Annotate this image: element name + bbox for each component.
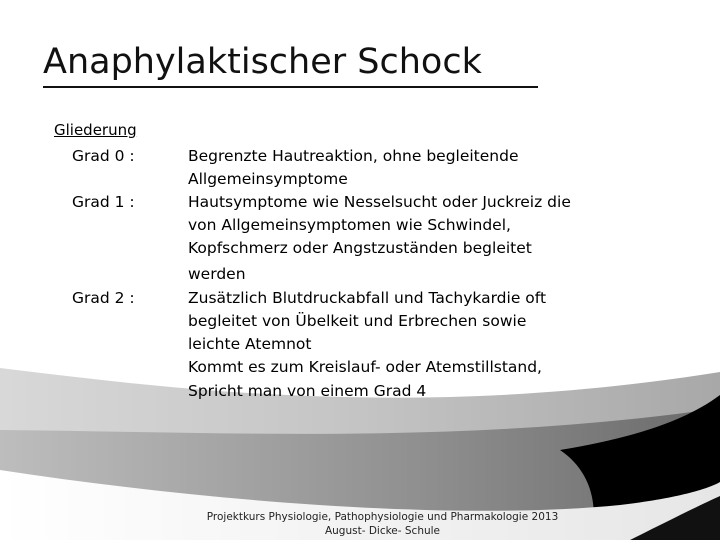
grade-0-line-2: Allgemeinsymptome (188, 170, 348, 188)
grade-1-line-2: von Allgemeinsymptomen wie Schwindel, (188, 216, 511, 234)
grade-0-description (188, 145, 648, 191)
slide-title: Anaphylaktischer Schock (43, 42, 482, 82)
extra-line-2: Spricht man von einem Grad 4 (188, 382, 427, 400)
footer-line-1: Projektkurs Physiologie, Pathophysiologie und Pharmakologie 2013 (206, 511, 559, 523)
footer-line-2: August- Dicke- Schule (324, 525, 441, 537)
grade-1-label: Grad 1 : (72, 193, 135, 211)
grade-1-line-1: Hautsymptome wie Nesselsucht oder Juckreiz die (188, 193, 571, 211)
section-label: Gliederung (54, 121, 137, 139)
grade-0-line-1: Begrenzte Hautreaktion, ohne begleitende (188, 147, 519, 165)
grade-1-line-3: Kopfschmerz oder Angstzuständen begleitet (188, 239, 532, 257)
grade-2-description (188, 287, 648, 356)
title-underline (43, 86, 538, 88)
grade-2-line-3: leichte Atemnot (188, 335, 312, 353)
grade-2-line-1: Zusätzlich Blutdruckabfall und Tachykardie oft (188, 289, 547, 307)
grade-2-line-2: begleitet von Übelkeit und Erbrechen sowie (188, 312, 527, 330)
grade-1-line-4: werden (188, 265, 246, 283)
slide-footer (150, 510, 615, 538)
grade-1-description (188, 191, 648, 286)
grade-0-label: Grad 0 : (72, 147, 135, 165)
grade-2-label: Grad 2 : (72, 289, 135, 307)
extra-line-1: Kommt es zum Kreislauf- oder Atemstillstand, (188, 358, 542, 376)
